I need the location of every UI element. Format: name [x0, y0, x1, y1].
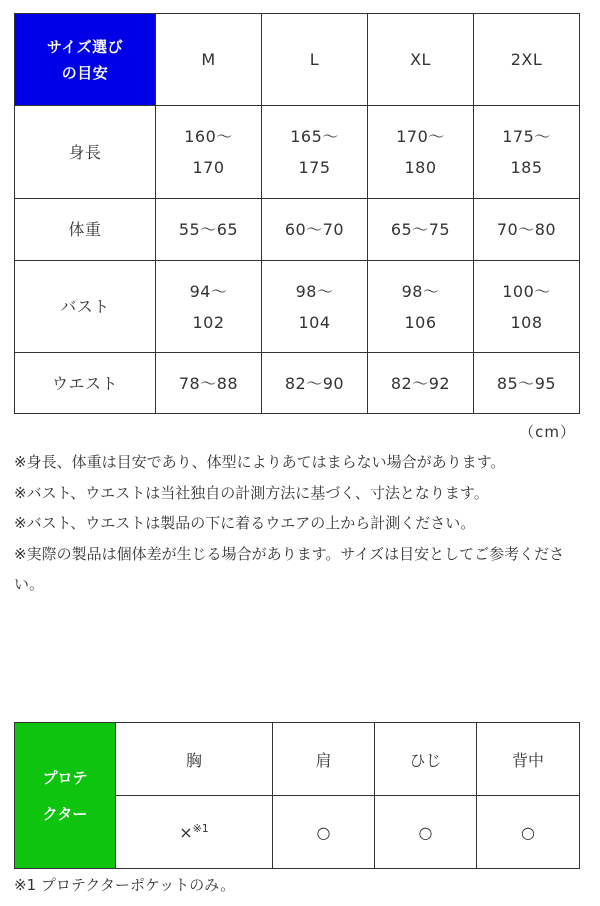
size-row-bust — [15, 261, 580, 353]
note-item: ※バスト、ウエストは製品の下に着るウエアの上から計測ください。 — [14, 514, 476, 533]
size-table — [14, 13, 580, 414]
note-item: ※バスト、ウエストは当社独自の計測方法に基づく、寸法となります。 — [14, 483, 489, 502]
row-label-waist: ウエスト — [15, 353, 156, 414]
size-row-waist — [15, 353, 580, 414]
protector-footnote: ※1 プロテクターポケットのみ。 — [14, 876, 236, 894]
protector-col-elbow: ひじ — [375, 723, 477, 796]
protector-cell-elbow — [375, 796, 477, 869]
size-row-height — [15, 106, 580, 199]
size-cell: 65〜75 — [368, 199, 474, 261]
cross-mark: × — [179, 823, 193, 842]
size-cell: 94〜 102 — [156, 261, 262, 353]
circle-mark: ○ — [418, 822, 433, 842]
row-label-weight: 体重 — [15, 199, 156, 261]
note-item: ※実際の製品は個体差が生じる場合があります。サイズは目安としてご参考ください。 — [14, 544, 565, 594]
protector-header-row — [15, 723, 580, 796]
size-cell: 82〜92 — [368, 353, 474, 414]
size-guide-label-line1: サイズ選び — [46, 37, 124, 56]
size-header-row — [15, 14, 580, 106]
protector-cell-back — [477, 796, 580, 869]
row-label-height: 身長 — [15, 106, 156, 199]
protector-col-shoulder: 肩 — [273, 723, 375, 796]
protector-cell-chest — [116, 796, 273, 869]
size-cell: 78〜88 — [156, 353, 262, 414]
size-cell: 60〜70 — [262, 199, 368, 261]
size-row-weight — [15, 199, 580, 261]
size-cell: 170〜 180 — [368, 106, 474, 199]
protector-label — [15, 723, 116, 869]
protector-cell-shoulder — [273, 796, 375, 869]
size-col-2xl: 2XL — [474, 14, 580, 106]
row-label-bust: バスト — [15, 261, 156, 353]
size-cell: 160〜 170 — [156, 106, 262, 199]
protector-col-chest: 胸 — [116, 723, 273, 796]
protector-label-line2: クター — [42, 804, 88, 823]
circle-mark: ○ — [521, 822, 535, 842]
size-cell: 82〜90 — [262, 353, 368, 414]
size-cell: 100〜 108 — [474, 261, 580, 353]
protector-table — [14, 722, 580, 869]
chest-note-mark: ※1 — [192, 822, 209, 835]
size-cell: 55〜65 — [156, 199, 262, 261]
size-col-xl: XL — [368, 14, 474, 106]
circle-mark: ○ — [316, 822, 331, 842]
note-item: ※身長、体重は目安であり、体型によりあてはまらない場合があります。 — [14, 453, 506, 471]
size-cell: 70〜80 — [474, 199, 580, 261]
size-cell: 98〜 106 — [368, 261, 474, 353]
protector-label-line1: プロテ — [42, 768, 88, 787]
size-cell: 175〜 185 — [474, 106, 580, 199]
size-cell: 165〜 175 — [262, 106, 368, 199]
size-notes — [14, 447, 584, 600]
size-col-m: M — [156, 14, 262, 106]
size-col-l: L — [262, 14, 368, 106]
size-guide-label — [15, 14, 156, 106]
size-cell: 98〜 104 — [262, 261, 368, 353]
protector-col-back: 背中 — [477, 723, 580, 796]
size-guide-label-line2: の目安 — [61, 63, 109, 82]
size-cell: 85〜95 — [474, 353, 580, 414]
unit-label: （cm） — [519, 423, 576, 441]
